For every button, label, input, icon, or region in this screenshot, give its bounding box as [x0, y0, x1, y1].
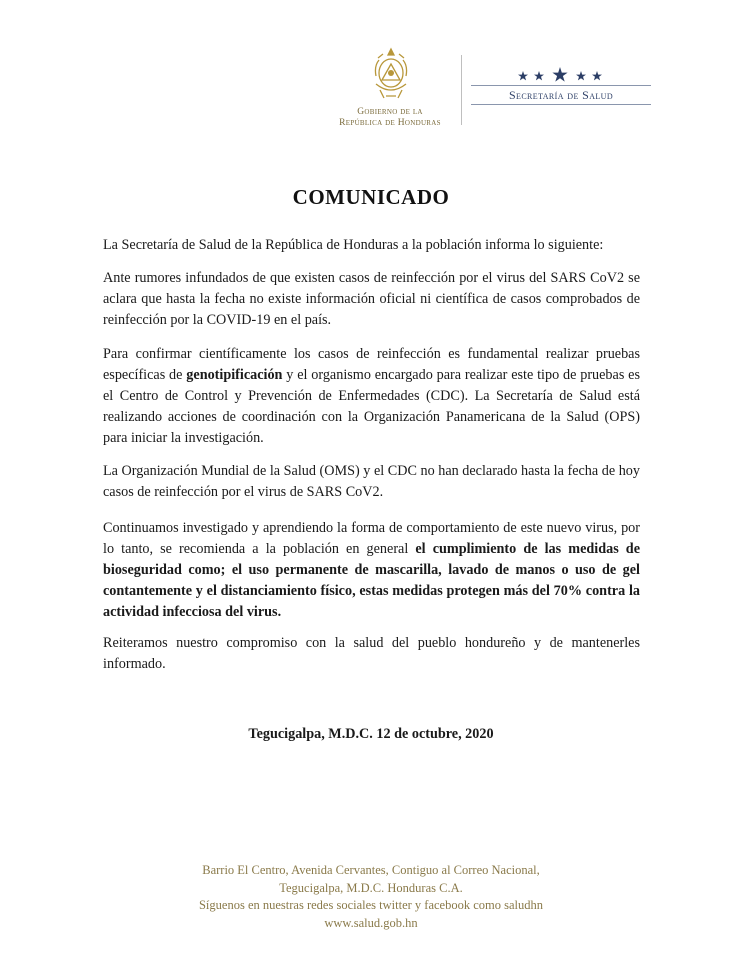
paragraph-biosecurity-text-a: Continuamos investigado y aprendiendo la forma de comportamiento de este nuevo virus, por lo tanto, se recomienda a la población en general	[103, 520, 640, 557]
footer-address-line2: Tegucigalpa, M.D.C. Honduras C.A.	[279, 880, 463, 895]
government-name	[320, 107, 460, 129]
paragraph-reinfection-rumors: Ante rumores infundados de que existen casos de reinfección por el virus del SARS CoV2 se aclara que hasta la fecha no existe información oficial ni científica de casos comprobados de reinfección por la COVID-19 en el país.	[103, 270, 640, 328]
paragraph-biosecurity	[103, 518, 640, 623]
place-date: Tegucigalpa, M.D.C. 12 de octubre, 2020	[248, 726, 494, 742]
footer-social-line: Síguenos en nuestras redes sociales twitter y facebook como saludhn	[198, 898, 543, 912]
secretaria-rule-bottom	[471, 104, 651, 105]
paragraph-genotyping-bold: genotipificación	[186, 367, 283, 383]
paragraph-commitment: Reiteramos nuestro compromiso con la salud del pueblo hondureño y de mantenerles informado.	[103, 635, 640, 672]
secretaria-de-salud-logo-text: Secretaría de Salud	[508, 88, 614, 102]
secretaria-rule-top	[471, 85, 651, 86]
letterhead	[0, 0, 742, 140]
paragraph-oms-cdc: La Organización Mundial de la Salud (OMS) y el CDC no han declarado hasta la fecha de hoy casos de reinfección por el virus de SARS CoV2.	[103, 463, 640, 500]
footer-website: www.salud.gob.hn	[324, 915, 418, 930]
government-name-line1: Gobierno de la	[357, 107, 423, 117]
footer-address-line1: Barrio El Centro, Avenida Cervantes, Contiguo al Correo Nacional,	[202, 863, 540, 877]
stars-icon	[515, 66, 605, 84]
footer	[0, 862, 742, 932]
paragraph-genotyping	[103, 344, 640, 449]
government-name-line2: República de Honduras	[339, 118, 441, 128]
paragraph-biosecurity-bold: el cumplimiento de las medidas de bioseguridad como; el uso permanente de mascarilla, lavado de manos o uso de gel contantemente y el distanciamiento físico, estas medidas protegen más del 70% contra la actividad infecciosa del virus.	[103, 541, 640, 620]
paragraph-genotyping-text-b: y el organismo encargado para realizar este tipo de pruebas es el Centro de Control y Prevención de Enfermedades (CDC). La Secretaría de Salud está realizando acciones de coordinación con la Organización Panamericana de la Salud (OPS) para iniciar la investigación.	[103, 367, 640, 446]
intro-paragraph: La Secretaría de Salud de la República de Honduras a la población informa lo siguiente:	[103, 237, 604, 253]
page-title: COMUNICADO	[292, 185, 450, 209]
paragraph-genotyping-text-a: Para confirmar científicamente los casos de reinfección es fundamental realizar pruebas específicas de	[103, 346, 640, 383]
letterhead-divider	[461, 55, 462, 125]
coat-of-arms-icon	[370, 46, 412, 106]
